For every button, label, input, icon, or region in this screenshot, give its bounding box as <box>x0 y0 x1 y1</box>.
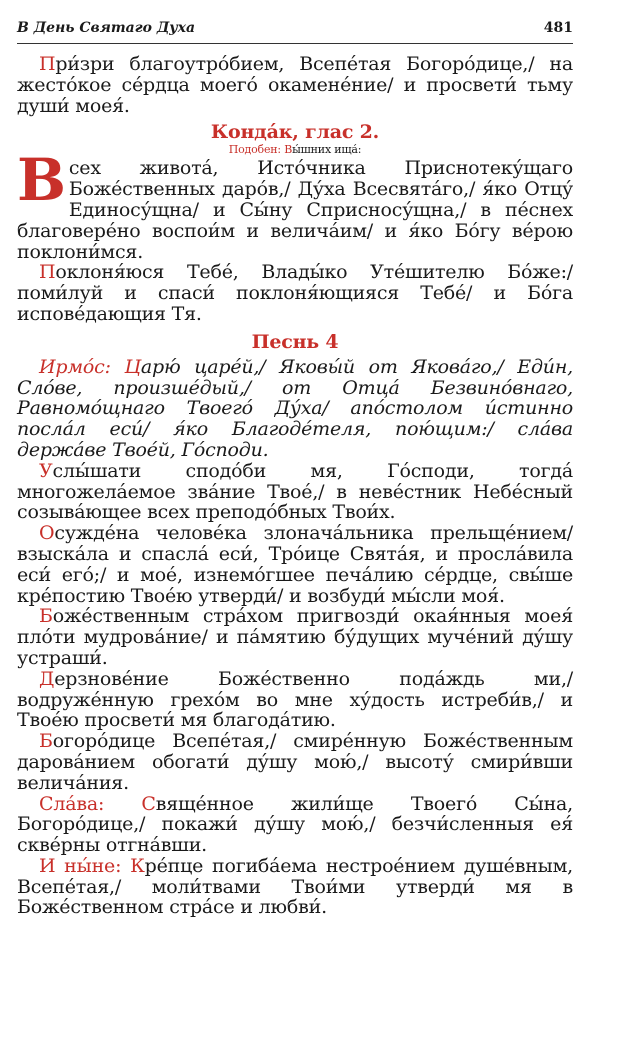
prayer-paragraph <box>17 262 573 324</box>
paragraph-text: ре́пце погиба́ема нестрое́нием душе́вным, Всепе́тая,/ моли́твами Твои́ми утверди́ мя в Боже́ственном стра́се и любви́. <box>17 854 574 919</box>
paragraph-text: слы́шати сподо́би мя, Го́споди, тогда́ многожела́емое зва́ние Твое́,/ в неве́стник Небе́сный созыва́ющее всех преподо́бных Твои́х. <box>17 459 573 524</box>
paragraph-text: вяще́нное жили́ще Твоего́ Сы́на, Богоро́дице,/ покажи́ ду́шу мою́,/ безчи́сленныя ея́ скве́рны отгна́вши. <box>17 792 574 857</box>
troparion <box>17 731 573 793</box>
paragraph-text: огоро́дице Всепе́тая,/ смире́нную Боже́ственным дарова́нием обогати́ ду́шу мою́,/ высоту́ смири́вши велича́ния. <box>17 730 573 794</box>
red-initial: Б <box>39 605 53 628</box>
irmos-label: Ирмо́с: <box>39 355 111 378</box>
red-initial: Ц <box>124 355 141 378</box>
prayer-paragraph <box>17 54 573 116</box>
running-header <box>17 20 573 44</box>
paragraph-text: ри́зри благоутро́бием, Всепе́тая Богоро́дице,/ на жесто́кое се́рдца моего́ окамене́ние/ и просвети́ тьму души́ моея́. <box>17 53 573 117</box>
paragraph-text: ерзнове́ние Боже́ственно пода́ждь ми,/ водруже́нную грехо́м во мне ху́дость истреби́в,/ и Твое́ю просвети́ мя благода́тию. <box>17 667 573 732</box>
troparion <box>17 461 573 523</box>
running-title: В День Святаго Духа <box>17 20 196 36</box>
red-initial: Б <box>39 730 53 753</box>
glory-label: Сла́ва: <box>39 792 105 815</box>
red-initial: Д <box>39 667 55 690</box>
glory-paragraph <box>17 794 573 856</box>
podoben-label: Подобен: В <box>228 143 293 157</box>
paragraph-text: сужде́на челове́ка злонача́льника прельще́нием/ взыска́ла и спасла́ еси́, Тро́ице Свята́я, и просла́вила еси́ его́;/ и мое́, изнемо́гшее печа́лию се́рдце, свы́ше кре́постию Твое́ю утверди́/ и возбуди́ мы́сли моя́. <box>17 522 573 607</box>
podoben-line <box>17 143 573 157</box>
red-initial: С <box>141 792 156 815</box>
red-initial: П <box>39 53 56 75</box>
red-initial: У <box>39 459 53 482</box>
troparion <box>17 669 573 731</box>
red-initial: О <box>39 522 55 545</box>
red-initial: П <box>39 261 56 284</box>
paragraph-text: сех живота́, Исто́чника Приснотеку́щаго Боже́ственных даро́в,/ Ду́ха Всесвята́го,/ я́ко Отцу́ Единосу́щна/ и Сы́ну Сприсносу́щна,/ в пе́снех благовере́но воспои́м и велича́им/ и я́ко Бо́гу ве́рою поклони́мся. <box>17 157 573 263</box>
ode-heading: Песнь 4 <box>251 330 339 353</box>
drop-cap: В <box>17 146 66 215</box>
page-number: 481 <box>543 20 573 36</box>
troparion <box>17 606 573 668</box>
paragraph-text: оже́ственным стра́хом пригвозди́ окая́нныя моея́ пло́ти мудрова́ние/ и па́мятию бу́дущих муче́ний ду́шу устраши́. <box>17 605 573 669</box>
red-initial: К <box>130 854 145 877</box>
kontakion-heading: Конда́к, глас 2. <box>210 121 380 144</box>
paragraph-text: оклоня́юся Тебе́, Влады́ко Уте́шителю Бо́же:/ поми́луй и спаси́ поклоня́ющияся Тебе́/ и Бо́га испове́дающия Тя. <box>17 261 573 325</box>
book-page <box>17 20 573 918</box>
now-label: И ны́не: <box>39 854 122 877</box>
paragraph-text: арю́ царе́й,/ Яковы́й от Якова́го,/ Еди́н, Сло́ве, произше́дый,/ от Отца́ Безвино́внаго, Равномо́щнаго Твоего́ Ду́ха/ апо́столом и́стинно посла́л еси́/ я́ко Благоде́теля, пою́щим:/ сла́ва держа́ве Твое́й, Го́споди. <box>17 355 573 461</box>
troparion <box>17 523 573 606</box>
page-body <box>17 54 573 918</box>
irmos-paragraph <box>17 357 573 461</box>
now-paragraph <box>17 856 573 918</box>
podoben-rest: ы́шних ища́: <box>292 143 362 157</box>
